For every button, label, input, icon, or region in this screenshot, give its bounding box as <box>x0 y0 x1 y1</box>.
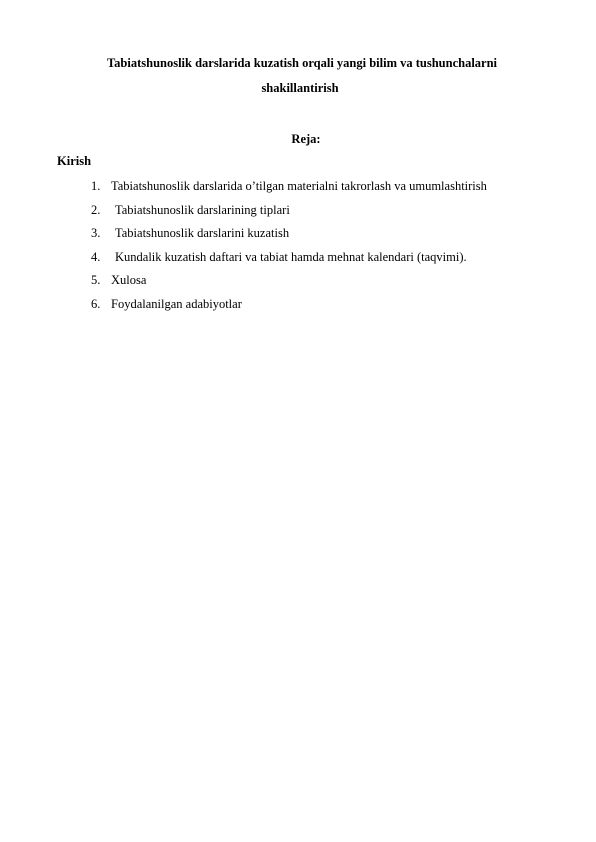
outline-item-4 <box>91 249 487 273</box>
outline-item-text: Tabiatshunoslik darslarining tiplari <box>115 202 290 217</box>
outline-item-5 <box>91 272 487 296</box>
outline-item-number: 6. <box>91 296 101 311</box>
outline-list <box>91 178 487 319</box>
intro-label: Kirish <box>57 154 92 168</box>
document-title-line-1: Tabiatshunoslik darslarida kuzatish orqali yangi bilim va tushunchalarni <box>106 56 498 70</box>
document-title-line-2: shakillantirish <box>261 81 339 95</box>
outline-item-text: Kundalik kuzatish daftari va tabiat hamda mehnat kalendari (taqvimi). <box>115 249 467 264</box>
outline-item-number: 2. <box>91 202 101 217</box>
plan-heading: Reja: <box>291 132 321 146</box>
outline-item-text: Foydalanilgan adabiyotlar <box>111 296 242 311</box>
outline-item-number: 4. <box>91 249 101 264</box>
outline-item-number: 3. <box>91 226 101 240</box>
outline-item-number: 5. <box>91 273 101 287</box>
outline-item-1 <box>91 178 487 202</box>
outline-item-number: 1. <box>91 179 101 193</box>
outline-item-text: Tabiatshunoslik darslarida o’tilgan materialni takrorlash va umumlashtirish <box>111 179 487 193</box>
outline-item-text: Tabiatshunoslik darslarini kuzatish <box>115 226 290 240</box>
outline-item-3 <box>91 225 487 249</box>
outline-item-2 <box>91 202 487 226</box>
outline-item-6 <box>91 296 487 320</box>
outline-item-text: Xulosa <box>111 273 147 287</box>
